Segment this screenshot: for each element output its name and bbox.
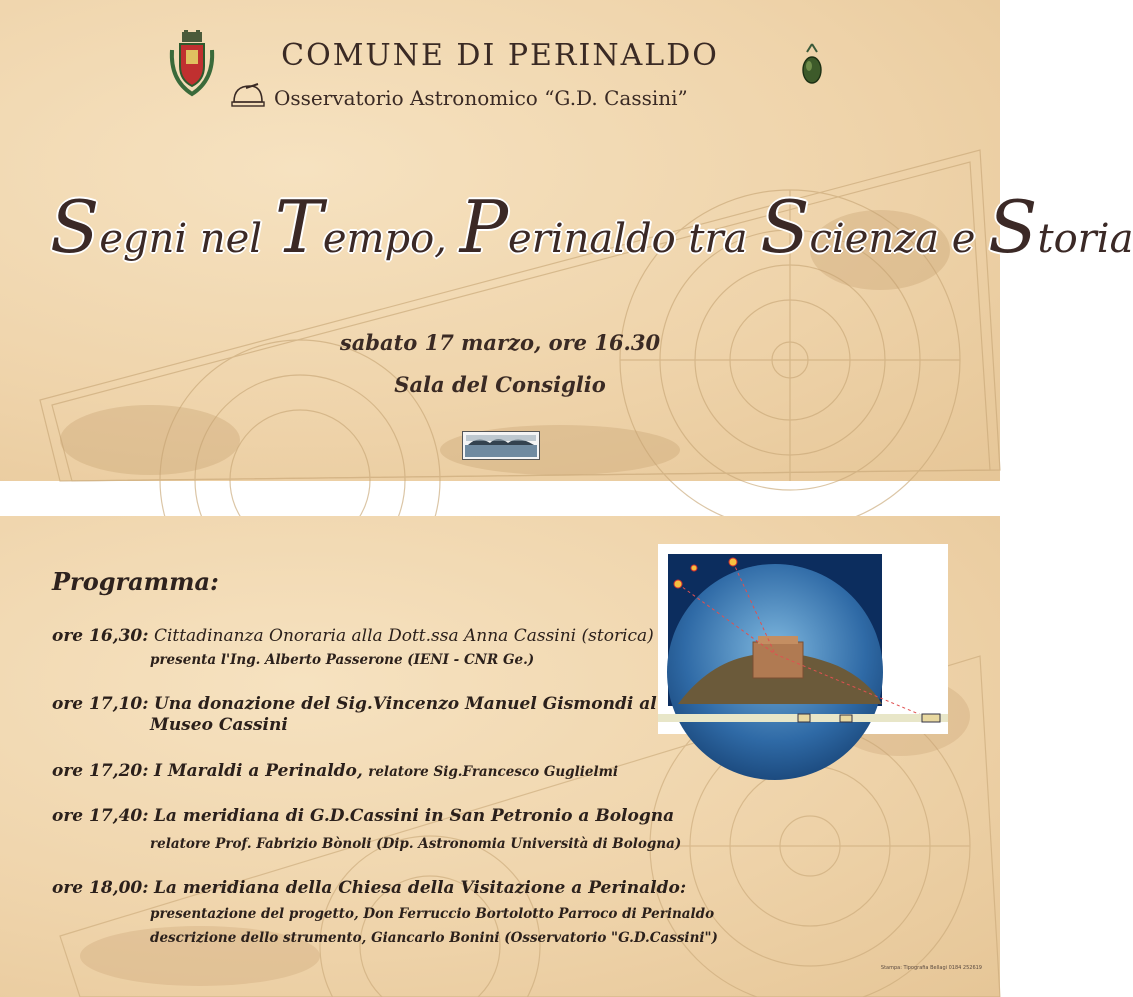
item-time: ore 17,10: [52,694,149,714]
observatory-illustration [658,544,948,734]
program-panel [0,516,1000,997]
headline-text: toria [1037,216,1133,262]
headline-cap: P [459,185,509,269]
headline-text: erinaldo tra [508,216,761,262]
partner-logo-icon [462,431,540,460]
item-text: La meridiana della Chiesa della Visitazione a Perinaldo: [153,878,687,898]
item-time: ore 17,20: [52,761,149,781]
program-item [52,761,618,781]
item-time: ore 16,30: [52,626,149,646]
program-item [52,878,686,898]
item-subtitle: presentazione del progetto, Don Ferruccio Bortolotto Parroco di Perinaldo [150,906,715,922]
item-text: Cittadinanza Onoraria alla Dott.ssa Anna Cassini (storica) [153,626,654,646]
event-headline [50,185,1133,269]
program-item [52,806,674,826]
municipality-title: COMUNE DI PERINALDO [281,38,719,73]
headline-text: empo, [322,216,460,262]
headline-cap: S [988,185,1038,269]
headline-cap: S [760,185,810,269]
olive-emblem-icon [800,42,824,88]
program-title: Programma: [52,567,219,596]
item-text: La meridiana di G.D.Cassini in San Petronio a Bologna [153,806,675,826]
item-time: ore 18,00: [52,878,149,898]
item-subtitle: descrizione dello strumento, Giancarlo Bonini (Osservatorio "G.D.Cassini") [150,930,718,946]
item-time: ore 17,40: [52,806,149,826]
invitation-front [0,0,1133,481]
observatory-subtitle: Osservatorio Astronomico “G.D. Cassini” [274,86,688,110]
item-subtitle: presenta l'Ing. Alberto Passerone (IENI - CNR Ge.) [150,652,535,668]
event-date: sabato 17 marzo, ore 16.30 [339,330,661,355]
program-item [52,626,654,646]
headline-text: cienza e [809,216,989,262]
item-text: I Maraldi a Perinaldo, [153,761,363,781]
program-item [52,694,657,714]
headline-cap: T [274,185,323,269]
item-subtitle: relatore Sig.Francesco Guglielmi [368,764,618,780]
event-venue: Sala del Consiglio [394,372,606,397]
item-text-continued: Museo Cassini [150,715,288,735]
headline-cap: S [50,185,100,269]
headline-text: egni nel [99,216,275,262]
observatory-dome-icon [230,82,266,108]
printer-credit: Stampa: Tipografia Bellagi 0184 252619 [880,965,982,971]
item-subtitle: relatore Prof. Fabrizio Bònoli (Dip. Astronomia Università di Bologna) [150,836,682,852]
item-text: Una donazione del Sig.Vincenzo Manuel Gismondi al [153,694,657,714]
